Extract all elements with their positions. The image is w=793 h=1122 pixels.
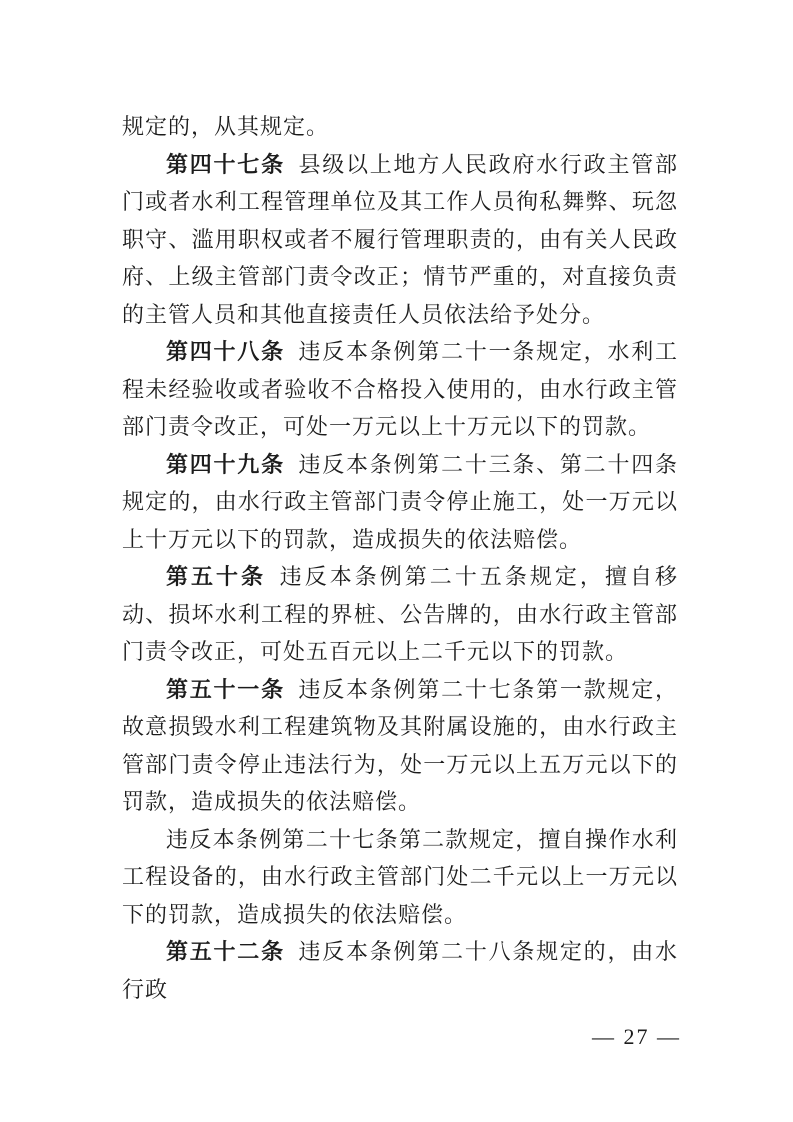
paragraph-text: 规定的，从其规定。: [122, 114, 330, 139]
article-heading: 第五十一条: [166, 676, 285, 702]
page-number: — 27 —: [592, 1024, 681, 1049]
paragraph-text: 县级以上地方人民政府水行政主管部门或者水利工程管理单位及其工作人员徇私舞弊、玩忽职守、滥用职权或者不履行管理职责的，由有关人民政府、上级主管部门责令改正；情节严重的，对直接负责的主管人员和其他直接责任人员依法给予处分。: [122, 151, 678, 327]
article-heading: 第四十九条: [166, 451, 285, 477]
paragraph-text: 违反本条例第二十一条规定，水利工程未经验收或者验收不合格投入使用的，由水行政主管部门责令改正，可处一万元以上十万元以下的罚款。: [122, 339, 678, 439]
paragraph-continuation: [122, 108, 678, 146]
article-heading: 第四十七条: [166, 151, 285, 177]
paragraph-text: 违反本条例第二十七条第二款规定，擅自操作水利工程设备的，由水行政主管部门处二千元以上一万元以下的罚款，造成损失的依法赔偿。: [122, 826, 678, 927]
paragraph-text: 违反本条例第二十三条、第二十四条规定的，由水行政主管部门责令停止施工，处一万元以上十万元以下的罚款，造成损失的依法赔偿。: [122, 451, 678, 552]
paragraph-article-52: [122, 933, 678, 1008]
page-body: [122, 108, 678, 1008]
paragraph-text: 违反本条例第二十八条规定的，由水行政: [122, 939, 678, 1002]
article-heading: 第四十八条: [166, 339, 285, 364]
paragraph-article-48: [122, 333, 678, 446]
paragraph-text: 违反本条例第二十七条第一款规定，故意损毁水利工程建筑物及其附属设施的，由水行政主管部门责令停止违法行为，处一万元以上五万元以下的罚款，造成损失的依法赔偿。: [122, 676, 678, 814]
paragraph-article-51: [122, 671, 678, 821]
paragraph-article-47: [122, 146, 678, 334]
paragraph-article-49: [122, 446, 678, 559]
article-heading: 第五十二条: [166, 939, 285, 964]
paragraph-text: 违反本条例第二十五条规定，擅自移动、损坏水利工程的界桩、公告牌的，由水行政主管部门责令改正，可处五百元以上二千元以下的罚款。: [122, 564, 678, 664]
article-heading: 第五十条: [166, 564, 267, 589]
paragraph-article-51-clause-2: [122, 821, 678, 934]
paragraph-article-50: [122, 558, 678, 671]
